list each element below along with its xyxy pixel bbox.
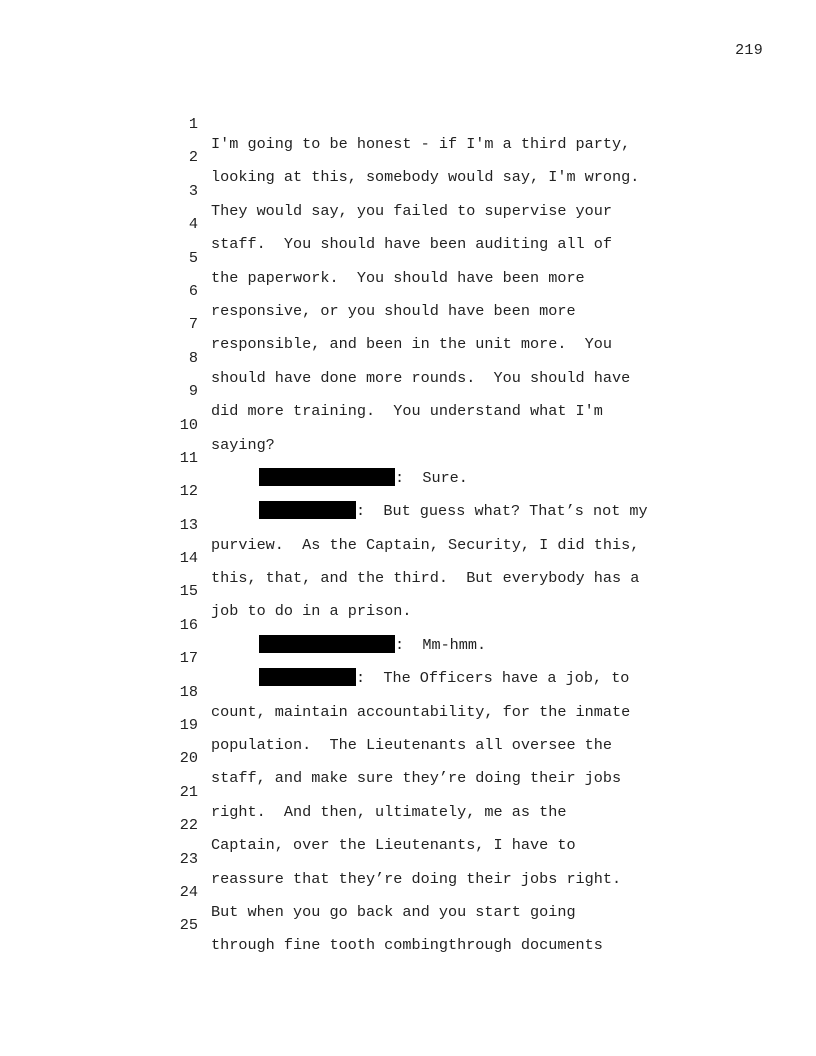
line-number: 18 xyxy=(179,682,198,701)
line-text: should have done more rounds. You should have xyxy=(211,368,631,387)
line-text: staff. You should have been auditing all of xyxy=(211,235,613,254)
line-number: 3 xyxy=(188,181,198,200)
line-text: this, that, and the third. But everybody has a xyxy=(211,569,640,588)
line-text: responsible, and been in the unit more. You xyxy=(211,335,613,354)
line-text: population. The Lieutenants all oversee the xyxy=(211,736,613,755)
transcript-line xyxy=(170,695,770,755)
line-text: responsive, or you should have been more xyxy=(211,301,576,320)
line-number: 17 xyxy=(179,649,198,668)
transcript-line xyxy=(170,194,770,254)
line-text: Captain, over the Lieutenants, I have to xyxy=(211,836,576,855)
transcript-line xyxy=(170,161,770,220)
line-number: 7 xyxy=(188,315,198,334)
line-number: 24 xyxy=(179,882,198,901)
transcript-line xyxy=(170,294,770,354)
line-text: reassure that they’re doing their jobs right. xyxy=(211,869,622,888)
transcript-line xyxy=(170,495,770,554)
line-number: 22 xyxy=(179,816,198,835)
line-number: 13 xyxy=(179,515,198,534)
transcript-line xyxy=(170,662,770,721)
line-text: : Mm-hmm. xyxy=(395,635,487,654)
line-number: 1 xyxy=(188,115,198,133)
line-number: 20 xyxy=(179,749,198,768)
transcript-line xyxy=(170,261,770,320)
line-number: 11 xyxy=(179,448,198,467)
transcript-line xyxy=(170,94,770,153)
line-number: 19 xyxy=(179,716,198,735)
line-number: 15 xyxy=(179,582,198,601)
transcript-line xyxy=(170,628,770,688)
line-number: 14 xyxy=(179,549,198,568)
transcript-line xyxy=(170,829,770,888)
line-text: They would say, you failed to supervise your xyxy=(211,201,613,220)
transcript-line xyxy=(170,795,770,855)
line-number: 12 xyxy=(179,482,198,501)
transcript-line xyxy=(170,762,770,821)
line-text: : Sure. xyxy=(395,468,468,487)
line-text: I'm going to be honest - if I'm a third party, xyxy=(211,135,631,153)
transcript-line xyxy=(170,328,770,387)
line-number: 9 xyxy=(188,382,198,401)
line-text: : The Officers have a job, to xyxy=(356,669,630,688)
transcript-line xyxy=(170,461,770,521)
line-number: 6 xyxy=(188,281,198,300)
transcript-line xyxy=(170,395,770,454)
line-text: saying? xyxy=(211,435,275,454)
transcript-line xyxy=(170,127,770,187)
page-number: 219 xyxy=(735,42,763,59)
line-text: right. And then, ultimately, me as the xyxy=(211,802,567,821)
line-number: 21 xyxy=(179,782,198,801)
line-number: 2 xyxy=(188,148,198,167)
line-text: count, maintain accountability, for the inmate xyxy=(211,702,631,721)
line-number: 16 xyxy=(179,615,198,634)
line-text: But when you go back and you start going xyxy=(211,902,576,921)
line-number: 23 xyxy=(179,849,198,868)
transcript-line xyxy=(170,895,770,955)
line-number: 5 xyxy=(188,248,198,267)
transcript-line xyxy=(170,862,770,921)
line-text: : But guess what? That’s not my xyxy=(356,502,648,521)
transcript-line xyxy=(170,361,770,421)
line-text: through fine tooth combingthrough documents xyxy=(211,936,603,955)
line-text: looking at this, somebody would say, I'm wrong. xyxy=(211,168,640,187)
line-number: 4 xyxy=(188,215,198,234)
line-number: 10 xyxy=(179,415,198,434)
line-number: 8 xyxy=(188,348,198,367)
line-text: purview. As the Captain, Security, I did this, xyxy=(211,535,640,554)
transcript-body xyxy=(170,94,770,955)
transcript-line xyxy=(170,728,770,788)
transcript-line xyxy=(170,561,770,621)
line-number: 25 xyxy=(179,916,198,935)
line-text: job to do in a prison. xyxy=(211,602,412,621)
transcript-line xyxy=(170,228,770,287)
line-text: staff, and make sure they’re doing their jobs xyxy=(211,769,622,788)
line-text: the paperwork. You should have been more xyxy=(211,268,585,287)
transcript-line xyxy=(170,595,770,654)
line-text: did more training. You understand what I'm xyxy=(211,402,603,421)
transcript-line xyxy=(170,528,770,588)
transcript-line xyxy=(170,428,770,487)
